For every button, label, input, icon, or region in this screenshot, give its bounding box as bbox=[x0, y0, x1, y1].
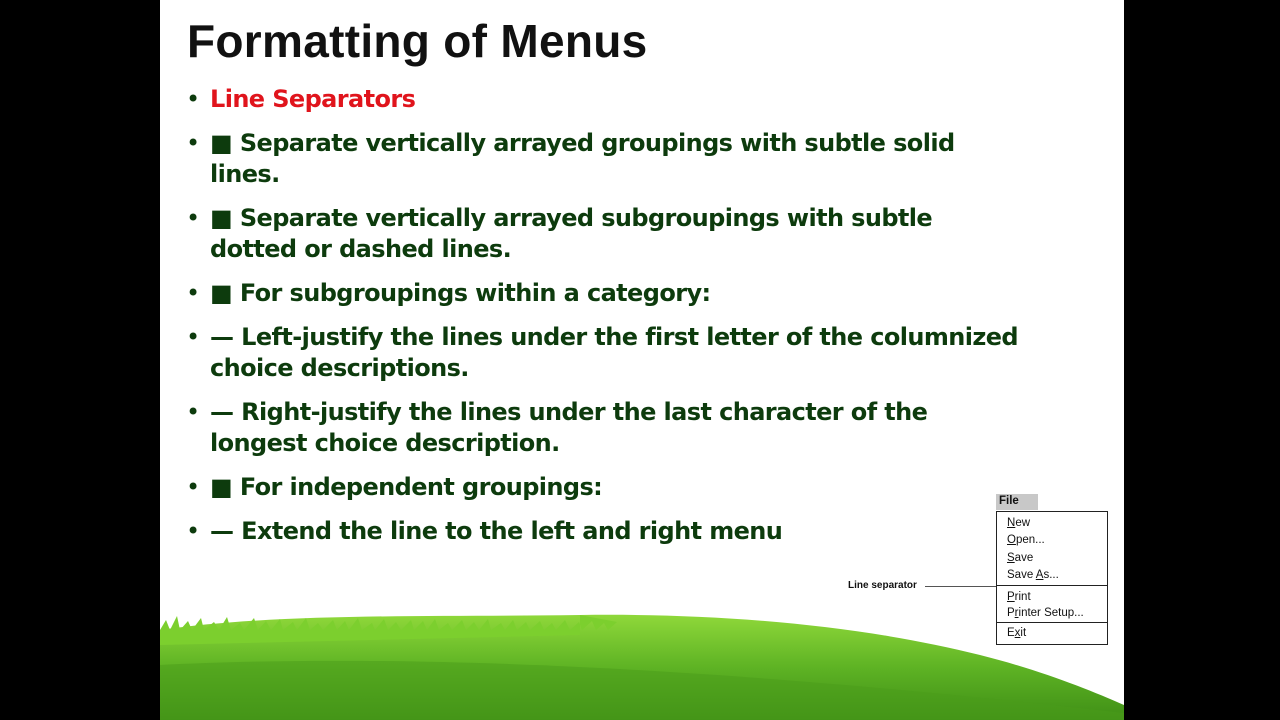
menu-item-save-as: Save As... bbox=[1007, 569, 1059, 581]
bullet-dot-icon: • bbox=[186, 279, 200, 307]
bullet-dot-icon: • bbox=[186, 85, 200, 113]
bullet-dot-icon: • bbox=[186, 323, 200, 351]
bullet-dot-icon: • bbox=[186, 204, 200, 232]
bullet-item bbox=[186, 322, 1026, 384]
menu-item-new: New bbox=[1007, 517, 1031, 529]
bullet-item bbox=[186, 472, 1026, 503]
menu-item-open: Open... bbox=[1007, 534, 1045, 546]
slide bbox=[160, 0, 1124, 720]
bullet-text: ■ For subgroupings within a category: bbox=[210, 279, 711, 307]
bullet-text: ■ Separate vertically arrayed groupings with subtle solid lines. bbox=[210, 129, 955, 188]
menu-diagram bbox=[988, 494, 1122, 654]
menu-header: File bbox=[996, 494, 1038, 510]
menu-item-printer-setup: Printer Setup... bbox=[1007, 607, 1084, 619]
bullet-item bbox=[186, 203, 1026, 265]
bullet-item bbox=[186, 278, 1026, 309]
bullet-text: — Right-justify the lines under the last character of the longest choice description. bbox=[210, 398, 928, 457]
bullet-text: ■ For independent groupings: bbox=[210, 473, 603, 501]
bullet-item bbox=[186, 128, 1026, 190]
bullet-list bbox=[186, 84, 1026, 560]
line-separator-label: Line separator bbox=[848, 580, 917, 591]
menu-dropdown bbox=[996, 511, 1108, 645]
bullet-text: — Left-justify the lines under the first letter of the columnized choice descriptions. bbox=[210, 323, 1018, 382]
bullet-item bbox=[186, 84, 1026, 115]
bullet-text: — Extend the line to the left and right menu bbox=[210, 517, 783, 545]
bullet-dot-icon: • bbox=[186, 517, 200, 545]
bullet-text: ■ Separate vertically arrayed subgroupings with subtle dotted or dashed lines. bbox=[210, 204, 933, 263]
bullet-item bbox=[186, 516, 1026, 547]
bullet-text: Line Separators bbox=[210, 85, 416, 113]
slide-title: Formatting of Menus bbox=[187, 15, 648, 67]
menu-item-save: Save bbox=[1007, 552, 1034, 564]
menu-separator bbox=[997, 622, 1107, 623]
grass-hill-image bbox=[160, 595, 1124, 720]
bullet-dot-icon: • bbox=[186, 129, 200, 157]
bullet-item bbox=[186, 397, 1026, 459]
line-separator-pointer bbox=[925, 586, 996, 587]
menu-separator bbox=[997, 585, 1107, 586]
menu-item-exit: Exit bbox=[1007, 627, 1027, 639]
menu-item-print: Print bbox=[1007, 591, 1031, 603]
bullet-dot-icon: • bbox=[186, 473, 200, 501]
bullet-dot-icon: • bbox=[186, 398, 200, 426]
